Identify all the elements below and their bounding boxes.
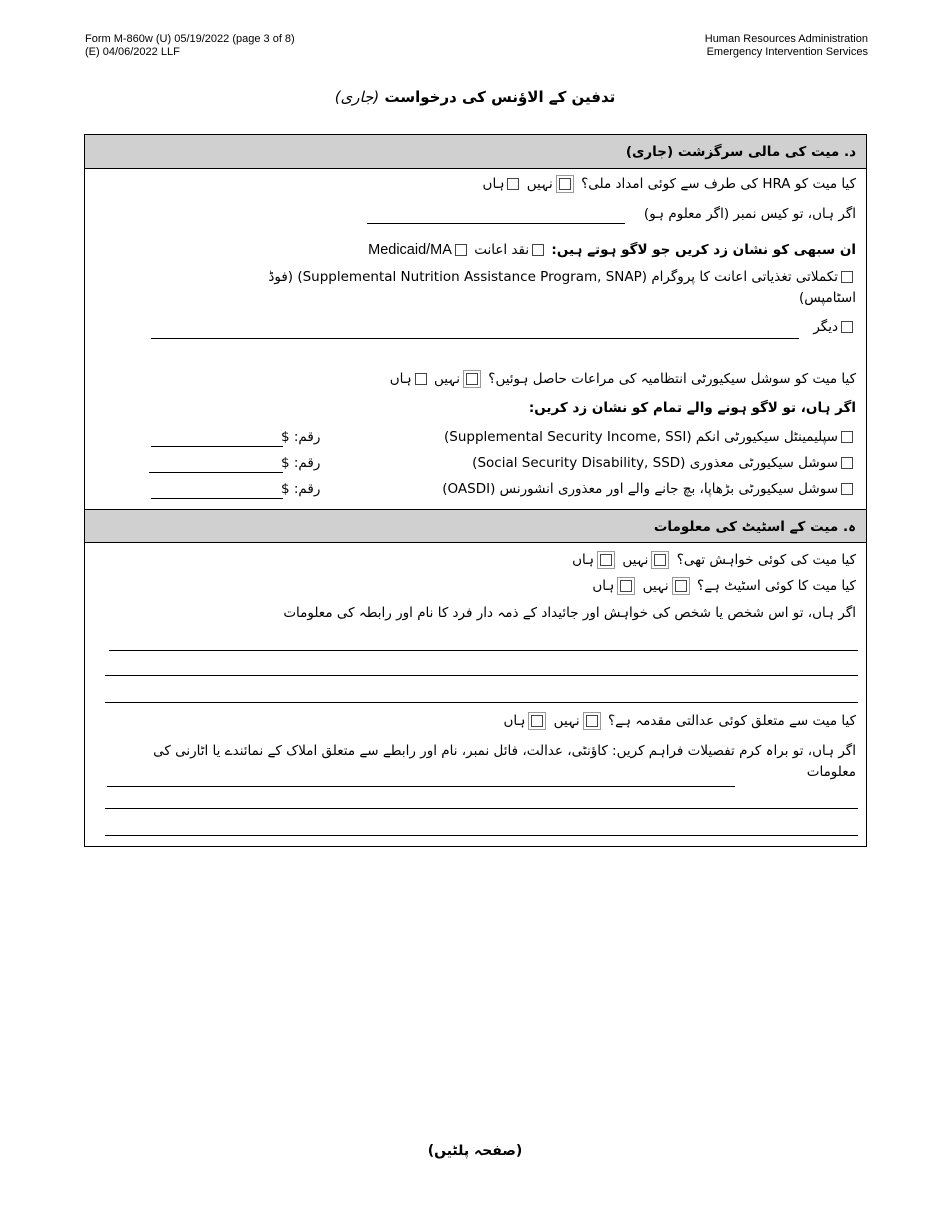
medicaid-label: Medicaid/MA — [368, 242, 452, 258]
snap-row — [106, 267, 856, 309]
cash-assistance-label: نقد اعانت — [474, 242, 530, 258]
ssi-label: سپلیمینٹل سیکیورٹی انکم (Supplemental Security Income, SSI) — [443, 429, 838, 445]
estate-question-row — [592, 577, 856, 595]
hra-question-text: کیا میت کو HRA کی طرف سے کوئی امداد ملی؟ — [581, 176, 856, 192]
will-no-checkbox[interactable] — [654, 554, 666, 566]
court-no-label: نہیں — [553, 713, 580, 729]
case-number-label: اگر ہاں، تو کیس نمبر (اگر معلوم ہو) — [643, 206, 856, 222]
ssd-amount-input[interactable] — [149, 472, 283, 473]
estate-no-label: نہیں — [642, 578, 669, 594]
ss-benefits-question — [390, 370, 856, 388]
division-name: Emergency Intervention Services — [706, 46, 868, 58]
ssd-label: سوشل سیکیورٹی معذوری (Social Security Disability, SSD) — [472, 455, 838, 471]
section-d-heading: د. میت کی مالی سرگزشت (جاری) — [85, 135, 866, 169]
court-question-text: کیا میت سے متعلق کوئی عدالتی مقدمہ ہے؟ — [608, 713, 856, 729]
section-e-heading: ہ. میت کے اسٹیٹ کی معلومات — [85, 509, 866, 543]
will-yes-checkbox[interactable] — [600, 554, 612, 566]
ss-yes-checkbox[interactable] — [415, 373, 427, 385]
snap-checkbox[interactable] — [841, 271, 853, 283]
estate-yes-checkbox[interactable] — [620, 580, 632, 592]
other-input[interactable] — [151, 338, 799, 339]
oasdi-label: سوشل سیکیورٹی بڑھاپا، بچ جانے والے اور معذوری انشورنس (OASDI) — [442, 481, 838, 497]
hra-yes-checkbox[interactable] — [507, 178, 519, 190]
ss-check-all-label: اگر ہاں، تو لاگو ہونے والے تمام کو نشان زد کریں: — [528, 400, 856, 416]
oasdi-row — [442, 480, 856, 498]
executor-info-label: اگر ہاں، تو اس شخص یا شخص کی خواہش اور جائیداد کے ذمہ دار فرد کا نام اور رابطہ کی معلومات — [283, 605, 856, 621]
other-row — [813, 318, 856, 336]
agency-name: Human Resources Administration — [704, 33, 868, 45]
ss-no-checkbox[interactable] — [466, 373, 478, 385]
page-title — [0, 88, 950, 106]
assistance-types-row — [368, 241, 856, 259]
ssd-row — [472, 454, 856, 472]
ssd-checkbox[interactable] — [841, 457, 853, 469]
oasdi-amount-label: رقم: $ — [281, 481, 321, 497]
estate-yes-label: ہاں — [592, 578, 615, 594]
check-all-label: ان سبھی کو نشان زد کریں جو لاگو ہوتے ہیں: — [551, 242, 856, 258]
executor-info-line-3[interactable] — [105, 702, 858, 703]
snap-label-2: اسٹامپس) — [798, 290, 856, 306]
case-number-row — [644, 205, 856, 223]
oasdi-amount-input[interactable] — [151, 498, 283, 499]
form-identifier — [85, 33, 295, 59]
court-details-line-2[interactable] — [105, 808, 858, 809]
court-details-label: اگر ہاں، تو براہ کرم تفصیلات فراہم کریں: کاؤنٹی، عدالت، فائل نمبر، نام اور رابطے سے متعلق املاک کے نمائندے یا اٹارنی کی معلومات — [153, 743, 856, 780]
court-question-row — [503, 712, 856, 730]
turn-page-note: (صفحہ پلٹیں) — [427, 1143, 523, 1159]
will-question-row — [572, 551, 856, 569]
other-label: دیگر — [813, 319, 838, 335]
estate-no-checkbox[interactable] — [675, 580, 687, 592]
ss-question-text: کیا میت کو سوشل سیکیورٹی انتظامیہ کی مراعات حاصل ہوئیں؟ — [488, 371, 856, 387]
will-yes-label: ہاں — [572, 552, 595, 568]
title-main: تدفین کے الاؤنس کی درخواست — [384, 88, 616, 106]
will-no-label: نہیں — [622, 552, 649, 568]
ssi-checkbox[interactable] — [841, 431, 853, 443]
form-revision: (E) 04/06/2022 LLF — [85, 46, 180, 58]
oasdi-checkbox[interactable] — [841, 483, 853, 495]
ss-no-label: نہیں — [433, 371, 460, 387]
ssi-row — [444, 428, 856, 446]
snap-label-1: تکملاتی تغذیاتی اعانت کا پروگرام (Supplemental Nutrition Assistance Program, SNAP) (فوڈ — [268, 269, 838, 285]
hra-no-checkbox[interactable] — [559, 178, 571, 190]
ssi-amount-input[interactable] — [151, 446, 283, 447]
ss-yes-label: ہاں — [389, 371, 412, 387]
agency-block — [705, 33, 868, 59]
court-details-line-1[interactable] — [107, 786, 735, 787]
executor-info-line-1[interactable] — [109, 650, 858, 651]
hra-yes-label: ہاں — [482, 176, 505, 192]
medicaid-checkbox[interactable] — [455, 244, 467, 256]
form-frame — [84, 134, 867, 847]
estate-question-text: کیا میت کا کوئی اسٹیٹ ہے؟ — [696, 578, 856, 594]
will-question-text: کیا میت کی کوئی خواہش تھی؟ — [676, 552, 856, 568]
form-id: Form M-860w (U) 05/19/2022 (page 3 of 8) — [85, 33, 295, 45]
hra-no-label: نہیں — [526, 176, 553, 192]
court-details-line-3[interactable] — [105, 835, 858, 836]
court-yes-label: ہاں — [503, 713, 526, 729]
case-number-input[interactable] — [367, 223, 625, 224]
ssi-amount-label: رقم: $ — [281, 429, 321, 445]
hra-assistance-question — [483, 175, 856, 193]
ssd-amount-label: رقم: $ — [281, 455, 321, 471]
court-yes-checkbox[interactable] — [531, 715, 543, 727]
cash-assistance-checkbox[interactable] — [532, 244, 544, 256]
title-continued: (جاری) — [334, 88, 380, 106]
executor-info-line-2[interactable] — [105, 675, 858, 676]
other-checkbox[interactable] — [841, 321, 853, 333]
court-no-checkbox[interactable] — [586, 715, 598, 727]
